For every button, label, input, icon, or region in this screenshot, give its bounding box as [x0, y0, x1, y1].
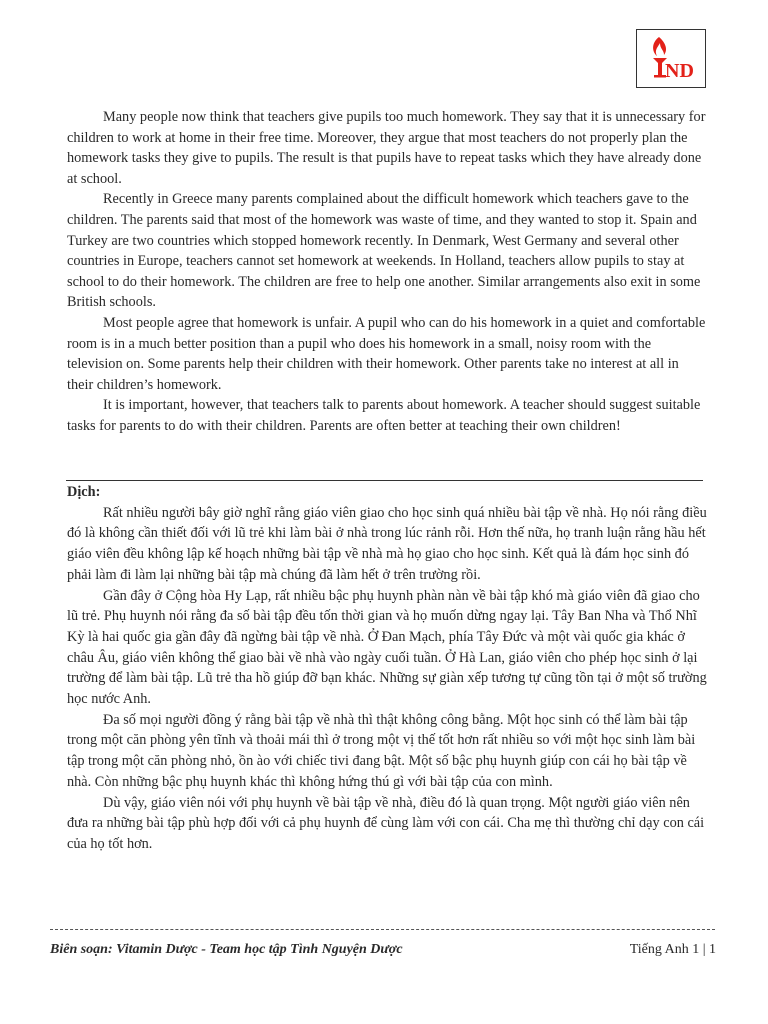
translation-section — [67, 482, 707, 855]
footer-page-number: Tiếng Anh 1 | 1 — [629, 942, 716, 957]
footer-divider — [50, 929, 715, 930]
logo — [636, 29, 706, 88]
english-paragraph: Recently in Greece many parents complained about the difficult homework which teachers gave to the children. The parents said that most of the homework was waste of time, and they wanted to stop it. Spain and Turkey are two countries which stopped homework recently. In Denmark, West Germany and several other countries in Europe, teachers cannot set homework at weekends. In Holland, teachers allow pupils to stay at school to do their homework. The children are free to help one another. Similar arrangements also exit in some British schools. — [67, 191, 701, 311]
translation-title: Dịch: — [67, 484, 101, 500]
section-divider — [66, 480, 703, 481]
logo-text: ND — [665, 60, 694, 82]
english-text — [67, 107, 707, 437]
translation-paragraph: Đa số mọi người đồng ý rằng bài tập về nhà thì thật không công bằng. Một học sinh có thể làm bài tập trong một căn phòng yên tĩnh và thoải mái thì ở trong một vị thế tốt hơn rất nhiều so với một học sinh làm bài tập trong một căn phòng nhỏ, ồn ào với chiếc tivi đang bật. Một số bậc phụ huynh giúp con cái họ bài tập về nhà. Còn những bậc phụ huynh khác thì không hứng thú gì với bài tập của con mình. — [67, 711, 696, 790]
english-paragraph: It is important, however, that teachers talk to parents about homework. A teacher should suggest suitable tasks for parents to do with their children. Parents are often better at teaching their own children! — [67, 397, 701, 434]
translation-paragraph: Rất nhiều người bây giờ nghĩ rằng giáo viên giao cho học sinh quá nhiều bài tập về nhà. Họ nói rằng điều đó là không cần thiết đối với lũ trẻ khi làm bài ở nhà trong lúc rảnh rỗi. Hơn thế nữa, họ tranh luận rằng hầu hết giáo viên đều không lập kế hoạch những bài tập về nhà mà họ giao cho học sinh. Kết quả là đám học sinh đó phải làm đi làm lại những bài tập mà chúng đã làm hết ở trên trường rồi. — [67, 504, 707, 583]
english-paragraph: Most people agree that homework is unfair. A pupil who can do his homework in a quiet and comfortable room is in a much better position than a pupil who does his homework in a small, noisy room with the television on. Some parents help their children with their homework. Other parents take no interest at all in their children’s homework. — [67, 314, 706, 393]
translation-paragraph: Dù vậy, giáo viên nói với phụ huynh về bài tập về nhà, điều đó là quan trọng. Một người giáo viên nên đưa ra những bài tập phù hợp đối với cả phụ huynh để cùng làm với con cái. Cha mẹ thì thường chỉ dạy con cái của họ tốt hơn. — [67, 794, 705, 852]
translation-paragraph: Gần đây ở Cộng hòa Hy Lạp, rất nhiều bậc phụ huynh phàn nàn về bài tập khó mà giáo viên đã giao cho lũ trẻ. Phụ huynh nói rằng đa số bài tập đều tốn thời gian và họ muốn dừng ngay lại. Tây Ban Nha và Thổ Nhĩ Kỳ là hai quốc gia gần đây đã ngừng bài tập về nhà. Ở Đan Mạch, phía Tây Đức và một vài quốc gia khác ở châu Âu, giáo viên không thể giao bài về nhà vào ngày cuối tuần. Ở Hà Lan, giáo viên cho phép học sinh ở lại trường để làm bài tập. Lũ trẻ tha hồ giúp đỡ bạn khác. Những sự giàn xếp tương tự cũng tồn tại ở một số trường học nước Anh. — [67, 587, 707, 708]
english-paragraph: Many people now think that teachers give pupils too much homework. They say that it is unnecessary for children to work at home in their free time. Moreover, they argue that most teachers do not properly plan the homework tasks they give to pupils. The result is that pupils have to repeat tasks which they have already done at school. — [67, 109, 706, 187]
torch-icon — [637, 30, 704, 86]
footer-author: Biên soạn: Vitamin Dược - Team học tập Tình Nguyện Dược — [50, 942, 403, 957]
